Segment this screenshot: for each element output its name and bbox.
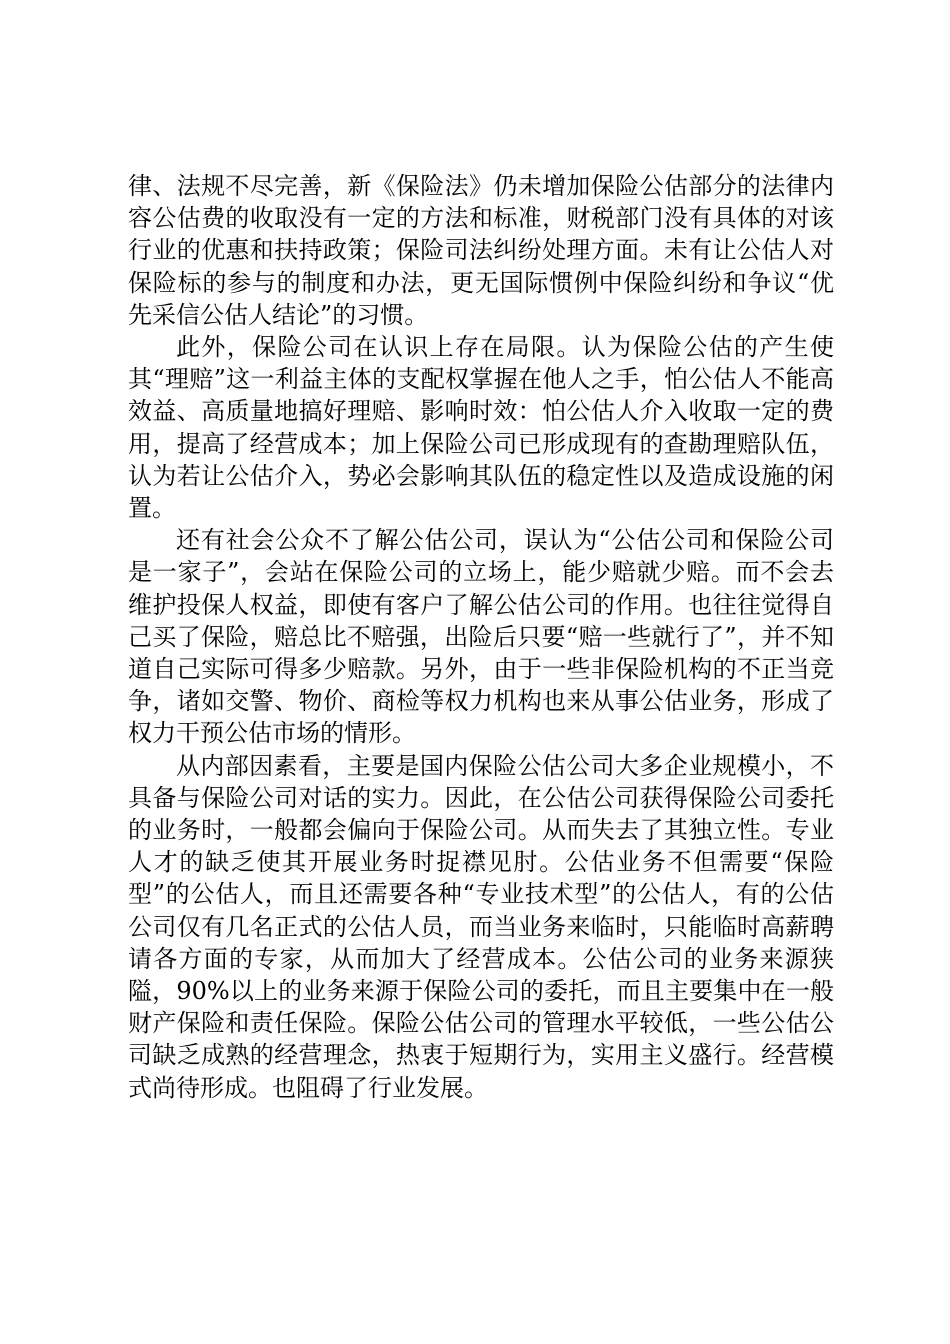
paragraph-2: 此外，保险公司在认识上存在局限。认为保险公估的产生使其“理赔”这一利益主体的支配权掌握在他人之手，怕公估人不能高效益、高质量地搞好理赔、影响时效：怕公估人介入收取一定的费用，提高了经营成本；加上保险公司已形成现有的查勘理赔队伍，认为若让公估介入，势必会影响其队伍的稳定性以及造成设施的闲置。 [128, 333, 834, 523]
paragraph-1: 律、法规不尽完善，新《保险法》仍未增加保险公估部分的法律内容公估费的收取没有一定的方法和标准，财税部门没有具体的对该行业的优惠和扶持政策；保险司法纠纷处理方面。未有让公估人对保险标的参与的制度和办法，更无国际惯例中保险纠纷和争议“优先采信公估人结论”的习惯。 [128, 172, 834, 329]
paragraph-3: 还有社会公众不了解公估公司，误认为“公估公司和保险公司是一家子”，会站在保险公司的立场上，能少赔就少赔。而不会去维护投保人权益，即使有客户了解公估公司的作用。也往往觉得自己买了保险，赔总比不赔强，出险后只要“赔一些就行了”，并不知道自己实际可得多少赔款。另外，由于一些非保险机构的不正当竞争，诸如交警、物价、商检等权力机构也来从事公估业务，形成了权力干预公估市场的情形。 [128, 526, 834, 748]
document-body [128, 170, 834, 1104]
paragraph-4: 从内部因素看，主要是国内保险公估公司大多企业规模小，不具备与保险公司对话的实力。因此，在公估公司获得保险公司委托的业务时，一般都会偏向于保险公司。从而失去了其独立性。专业人才的缺乏使其开展业务时捉襟见肘。公估业务不但需要“保险型”的公估人，而且还需要各种“专业技术型”的公估人，有的公估公司仅有几名正式的公估人员，而当业务来临时，只能临时高薪聘请各方面的专家，从而加大了经营成本。公估公司的业务来源狭隘，90%以上的业务来源于保险公司的委托，而且主要集中在一般财产保险和责任保险。保险公估公司的管理水平较低，一些公估公司缺乏成熟的经营理念，热衷于短期行为，实用主义盛行。经营模式尚待形成。也阻碍了行业发展。 [128, 751, 834, 1102]
